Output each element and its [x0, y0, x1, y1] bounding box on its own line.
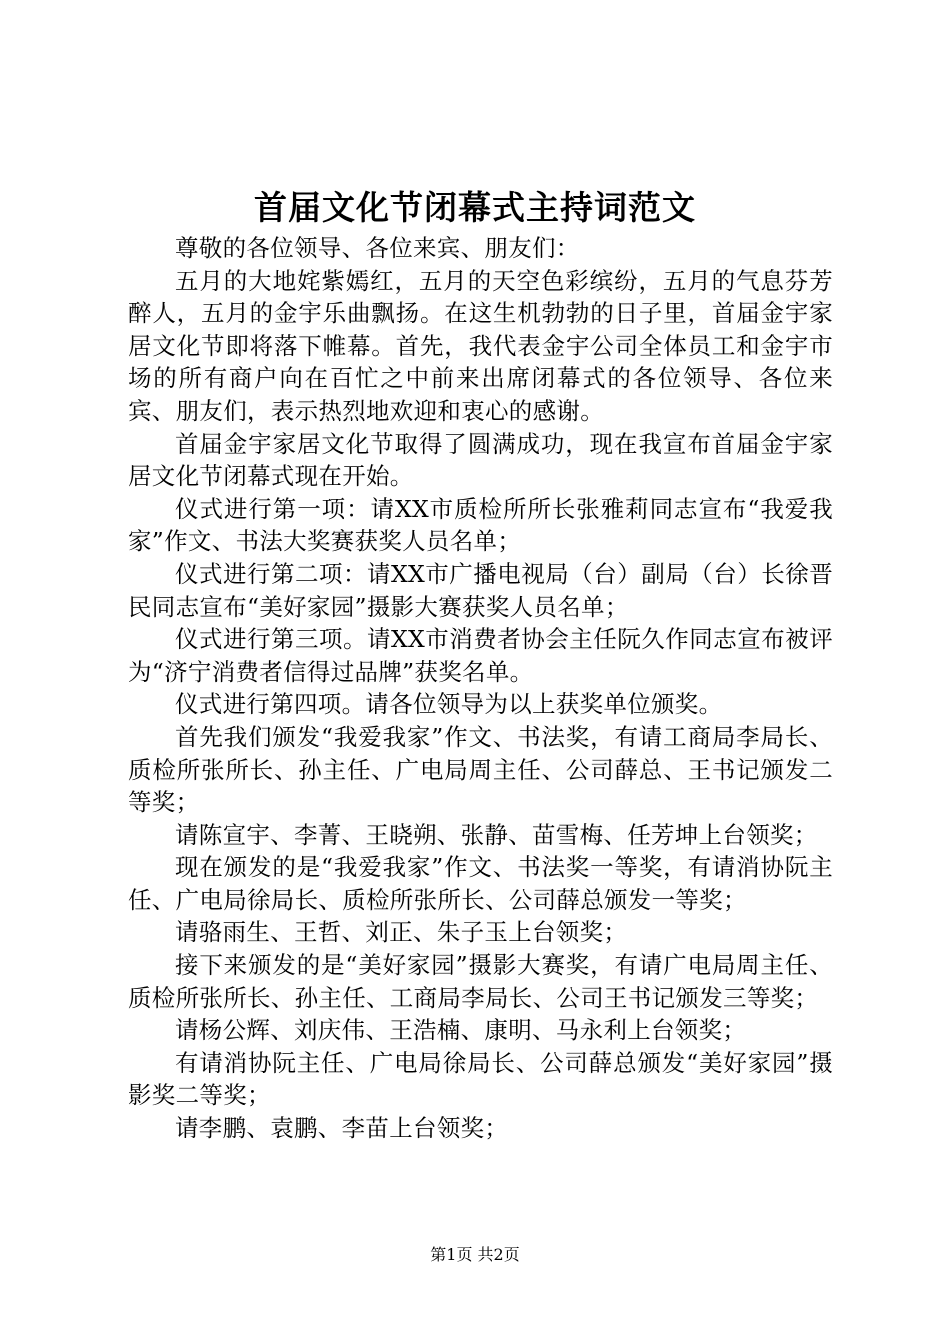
paragraph-award-photo-second: 有请消协阮主任、广电局徐局长、公司薛总颁发“美好家园”摄影奖二等奖；: [128, 1048, 833, 1110]
page-number-footer: 第1页 共2页: [430, 1245, 520, 1264]
document-body: [128, 232, 833, 1145]
paragraph-salutation: 尊敬的各位领导、各位来宾、朋友们：: [175, 234, 580, 262]
paragraph-opening: 五月的大地姹紫嫣红，五月的天空色彩缤纷，五月的气息芬芳醉人，五月的金宇乐曲飘扬。在这生机勃勃的日子里，首届金宇家居文化节即将落下帷幕。首先，我代表金宇公司全体员工和金宇市场的所有商户向在百忙之中前来出席闭幕式的各位领导、各位来宾、朋友们，表示热烈地欢迎和衷心的感谢。: [128, 266, 833, 425]
paragraph-winners-photo-third: 请杨公辉、刘庆伟、王浩楠、康明、马永利上台领奖；: [175, 1016, 747, 1045]
paragraph-winners-essay-second: 请陈宣宇、李菁、王晓朔、张静、苗雪梅、任芳坤上台领奖；: [175, 820, 818, 849]
paragraph-award-essay-second: 首先我们颁发“我爱我家”作文、书法奖，有请工商局李局长、质检所张所长、孙主任、广电局周主任、公司薛总、王书记颁发二等奖；: [128, 722, 833, 817]
paragraph-winners-photo-second: 请李鹏、袁鹏、李苗上台领奖；: [175, 1114, 509, 1143]
document-title: 首届文化节闭幕式主持词范文: [254, 188, 696, 227]
paragraph-award-photo-third: 接下来颁发的是“美好家园”摄影大赛奖，有请广电局周主任、质检所张所长、孙主任、工商局李局长、公司王书记颁发三等奖；: [128, 951, 833, 1012]
paragraph-item-2: 仪式进行第二项：请XX市广播电视局（台）副局（台）长徐晋民同志宣布“美好家园”摄影大赛获奖人员名单；: [128, 559, 833, 621]
paragraph-item-3: 仪式进行第三项。请XX市消费者协会主任阮久作同志宣布被评为“济宁消费者信得过品牌”获奖名单。: [128, 625, 833, 686]
paragraph-item-1: 仪式进行第一项：请XX市质检所所长张雅莉同志宣布“我爱我家”作文、书法大奖赛获奖人员名单；: [128, 494, 833, 556]
paragraph-award-essay-first: 现在颁发的是“我爱我家”作文、书法奖一等奖，有请消协阮主任、广电局徐局长、质检所张所长、公司薛总颁发一等奖；: [128, 853, 833, 914]
paragraph-item-4: 仪式进行第四项。请各位领导为以上获奖单位颁奖。: [175, 690, 723, 719]
paragraph-announcement: 首届金宇家居文化节取得了圆满成功，现在我宣布首届金宇家居文化节闭幕式现在开始。: [128, 429, 833, 491]
paragraph-winners-essay-first: 请骆雨生、王哲、刘正、朱子玉上台领奖；: [175, 918, 628, 947]
